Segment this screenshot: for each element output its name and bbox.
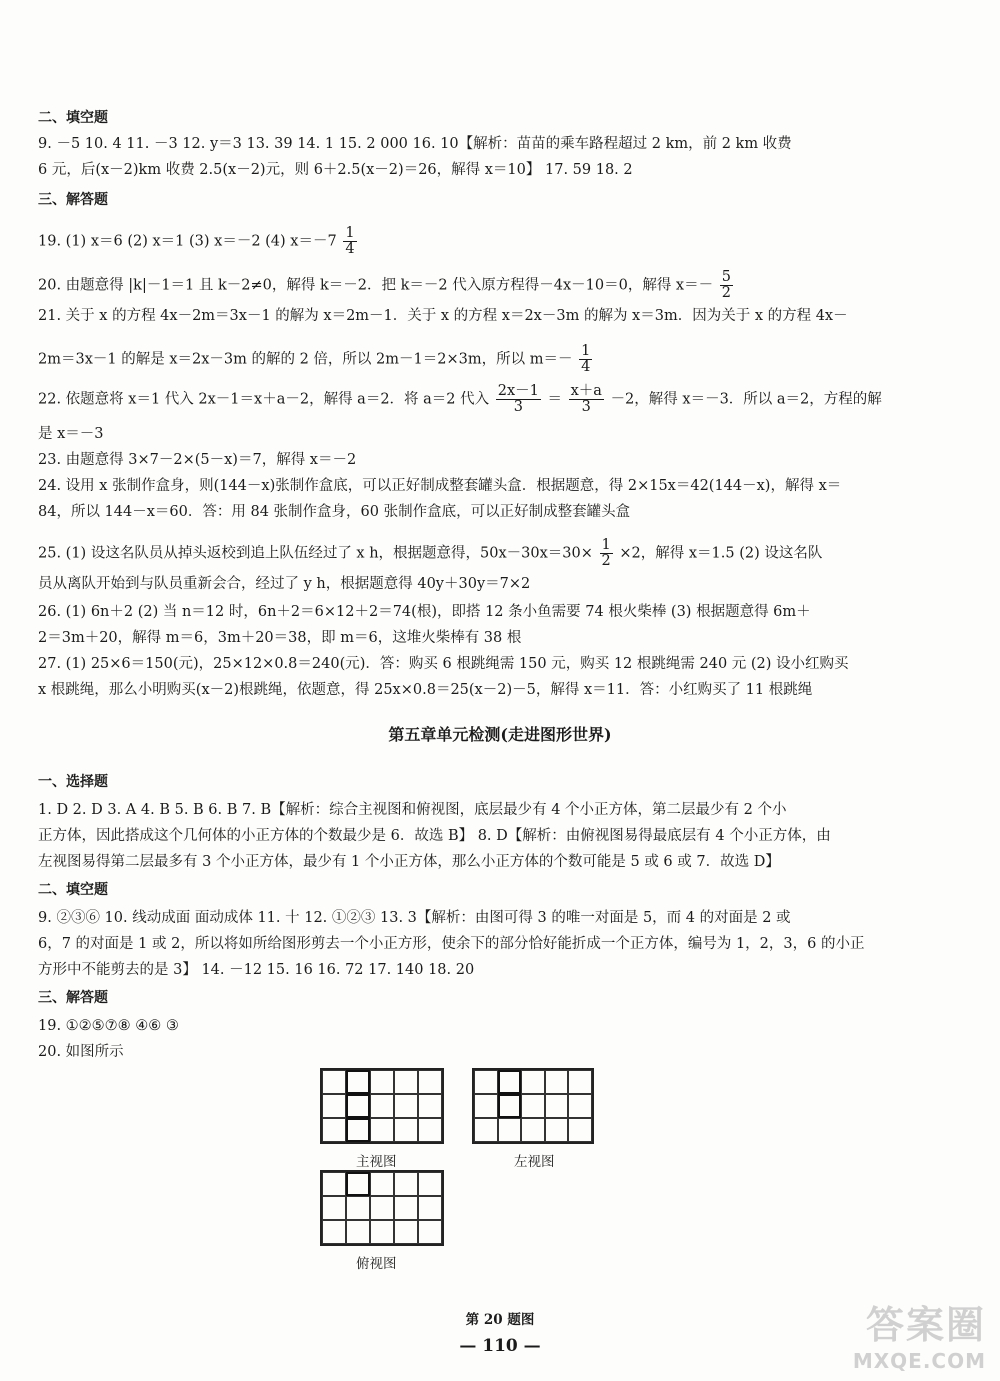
answer-line: 正方体，因此搭成这个几何体的小正方体的个数最少是 6．故选 B】 8. D【解析：由俯视图易得最底层有 4 个小正方体，由	[38, 828, 831, 844]
grid-cell	[545, 1118, 569, 1142]
grid-cell	[322, 1220, 346, 1244]
grid-cell	[418, 1196, 442, 1220]
left-view-grid	[472, 1068, 594, 1144]
answer-line: 6 元，后(x－2)km 收费 2.5(x－2)元，则 6＋2.5(x－2)＝26，解得 x＝10】 17. 59 18. 2	[38, 162, 633, 178]
grid-cell	[394, 1196, 418, 1220]
numerator: 1	[345, 225, 355, 241]
grid-cell	[394, 1172, 418, 1196]
answer-line: 员从离队开始到与队员重新会合，经过了 y h，根据题意得 40y＋30y＝7×2	[38, 576, 531, 592]
grid-cell	[568, 1094, 592, 1118]
grid-cell	[521, 1118, 545, 1142]
chapter-title: 第五章单元检测(走进图形世界)	[388, 725, 612, 744]
fraction	[600, 538, 613, 569]
numerator: 1	[601, 537, 611, 553]
grid-cell	[474, 1094, 498, 1118]
numerator: 1	[581, 343, 591, 359]
numerator: 5	[721, 269, 731, 285]
grid-cell	[498, 1094, 522, 1118]
grid-cell	[346, 1070, 370, 1094]
answer-22	[38, 384, 882, 415]
answer-text: 22. 依题意将 x＝1 代入 2x－1＝x＋a－2，解得 a＝2．将 a＝2 代入	[38, 391, 490, 408]
answer-line: 26. (1) 6n＋2 (2) 当 n＝12 时，6n＋2＝6×12＋2＝74(根)，即搭 12 条小鱼需要 74 根火柴棒 (3) 根据题意得 6m＋	[38, 604, 811, 620]
grid-cell	[322, 1118, 346, 1142]
top-view-grid	[320, 1170, 444, 1246]
grid-cell	[545, 1094, 569, 1118]
grid-cell	[418, 1172, 442, 1196]
numerator: x＋a	[570, 383, 602, 399]
denominator: 4	[581, 359, 591, 375]
grid-cell	[346, 1172, 370, 1196]
answer-line: x 根跳绳，那么小明购买(x－2)根跳绳，依题意，得 25x×0.8＝25(x－2)－5，解得 x＝11．答：小红购买了 11 根跳绳	[38, 682, 813, 698]
fraction	[569, 384, 604, 415]
grid-cell	[370, 1094, 394, 1118]
grid-cell	[370, 1070, 394, 1094]
answer-line: 9. ②③⑥ 10. 线动成面 面动成体 11. 十 12. ①②③ 13. 3【解析：由图可得 3 的唯一对面是 5，而 4 的对面是 2 或	[38, 910, 791, 926]
answer-line: 方形中不能剪去的是 3】 14. －12 15. 16 16. 72 17. 140 18. 20	[38, 962, 475, 978]
grid-cell	[568, 1070, 592, 1094]
grid-cell	[370, 1196, 394, 1220]
grid-cell	[568, 1118, 592, 1142]
answer-21b	[38, 344, 594, 375]
top-view-label: 俯视图	[356, 1256, 397, 1272]
grid-cell	[418, 1220, 442, 1244]
answer-line: 左视图易得第二层最多有 3 个小正方体，最少有 1 个小正方体，那么小正方体的个数可能是 5 或 6 或 7．故选 D】	[38, 854, 780, 870]
answer-text: ＝	[547, 391, 563, 408]
grid-cell	[394, 1094, 418, 1118]
answer-20	[38, 270, 735, 301]
answer-line: 19. ①②⑤⑦⑧ ④⑥ ③	[38, 1018, 179, 1034]
denominator: 3	[581, 399, 591, 415]
grid-cell	[418, 1118, 442, 1142]
grid-cell	[545, 1070, 569, 1094]
section-fill-blank-2: 二、填空题	[38, 882, 108, 898]
grid-cell	[346, 1118, 370, 1142]
answer-line: 20. 如图所示	[38, 1044, 124, 1060]
section-answers-2: 三、解答题	[38, 990, 108, 1006]
denominator: 2	[601, 553, 611, 569]
fraction	[579, 344, 592, 375]
grid-cell	[521, 1070, 545, 1094]
answer-line: 9. －5 10. 4 11. －3 12. y＝3 13. 39 14. 1 15. 2 000 16. 10【解析：苗苗的乘车路程超过 2 km，前 2 km 收费	[38, 136, 792, 152]
grid-cell	[394, 1070, 418, 1094]
denominator: 4	[345, 241, 355, 257]
answer-line: 6，7 的对面是 1 或 2，所以将如所给图形剪去一个小正方形，使余下的部分恰好能折成一个正方体，编号为 1，2，3，6 的小正	[38, 936, 865, 952]
answer-text: －2，解得 x＝－3．所以 a＝2，方程的解	[610, 391, 882, 408]
fraction	[496, 384, 541, 415]
grid-cell	[498, 1070, 522, 1094]
answer-25	[38, 538, 822, 569]
grid-cell	[498, 1118, 522, 1142]
section-answers: 三、解答题	[38, 192, 108, 208]
numerator: 2x－1	[497, 383, 539, 399]
denominator: 2	[721, 285, 731, 301]
grid-cell	[322, 1172, 346, 1196]
front-view-grid	[320, 1068, 444, 1144]
grid-cell	[346, 1196, 370, 1220]
grid-cell	[474, 1118, 498, 1142]
grid-cell	[394, 1118, 418, 1142]
left-view-label: 左视图	[514, 1154, 555, 1170]
page-number: — 110 —	[459, 1336, 541, 1356]
watermark-line: 答案圈	[865, 1303, 986, 1347]
grid-cell	[394, 1220, 418, 1244]
answer-text: 2m＝3x－1 的解是 x＝2x－3m 的解的 2 倍，所以 2m－1＝2×3m，所以 m＝－	[38, 351, 573, 368]
grid-cell	[322, 1196, 346, 1220]
grid-cell	[370, 1220, 394, 1244]
answer-line: 21. 关于 x 的方程 4x－2m＝3x－1 的解为 x＝2m－1．关于 x 的方程 x＝2x－3m 的解为 x＝3m．因为关于 x 的方程 4x－	[38, 308, 848, 324]
answer-text: ×2，解得 x＝1.5 (2) 设这名队	[619, 545, 823, 562]
answer-line: 2＝3m＋20，解得 m＝6，3m＋20＝38，即 m＝6，这堆火柴棒有 38 根	[38, 630, 522, 646]
grid-cell	[474, 1070, 498, 1094]
answer-line: 23. 由题意得 3×7－2×(5－x)＝7，解得 x＝－2	[38, 452, 357, 468]
grid-cell	[370, 1118, 394, 1142]
grid-cell	[521, 1094, 545, 1118]
section-fill-blank: 二、填空题	[38, 110, 108, 126]
section-choice: 一、选择题	[38, 774, 108, 790]
answer-line: 是 x＝－3	[38, 426, 104, 442]
watermark	[853, 1294, 986, 1373]
grid-cell	[418, 1070, 442, 1094]
answer-text: 20. 由题意得 |k|－1＝1 且 k－2≠0，解得 k＝－2．把 k＝－2 代入原方程得－4x－10＝0，解得 x＝－	[38, 277, 714, 294]
answer-text: 25. (1) 设这名队员从掉头返校到追上队伍经过了 x h，根据题意得，50x－30x＝30×	[38, 545, 593, 562]
denominator: 3	[513, 399, 523, 415]
fraction	[720, 270, 733, 301]
grid-cell	[370, 1172, 394, 1196]
answer-line: 24. 设用 x 张制作盒身，则(144－x)张制作盒底，可以正好制成整套罐头盒．根据题意，得 2×15x＝42(144－x)，解得 x＝	[38, 478, 842, 494]
answer-line: 84，所以 144－x＝60．答：用 84 张制作盒身，60 张制作盒底，可以正好制成整套罐头盒	[38, 504, 631, 520]
front-view-label: 主视图	[356, 1154, 397, 1170]
fraction	[343, 226, 356, 257]
answer-line: 27. (1) 25×6＝150(元)，25×12×0.8＝240(元)．答：购买 6 根跳绳需 150 元，购买 12 根跳绳需 240 元 (2) 设小红购买	[38, 656, 849, 672]
grid-cell	[322, 1070, 346, 1094]
grid-cell	[346, 1094, 370, 1118]
answer-19	[38, 226, 359, 257]
watermark-url: MXQE.COM	[852, 1349, 986, 1373]
figure-caption: 第 20 题图	[465, 1312, 535, 1328]
grid-cell	[346, 1220, 370, 1244]
answer-line: 1. D 2. D 3. A 4. B 5. B 6. B 7. B【解析：综合主视图和俯视图，底层最少有 4 个小正方体，第二层最少有 2 个小	[38, 802, 787, 818]
grid-cell	[418, 1094, 442, 1118]
grid-cell	[322, 1094, 346, 1118]
answer-text: 19. (1) x＝6 (2) x＝1 (3) x＝－2 (4) x＝－7	[38, 233, 337, 250]
